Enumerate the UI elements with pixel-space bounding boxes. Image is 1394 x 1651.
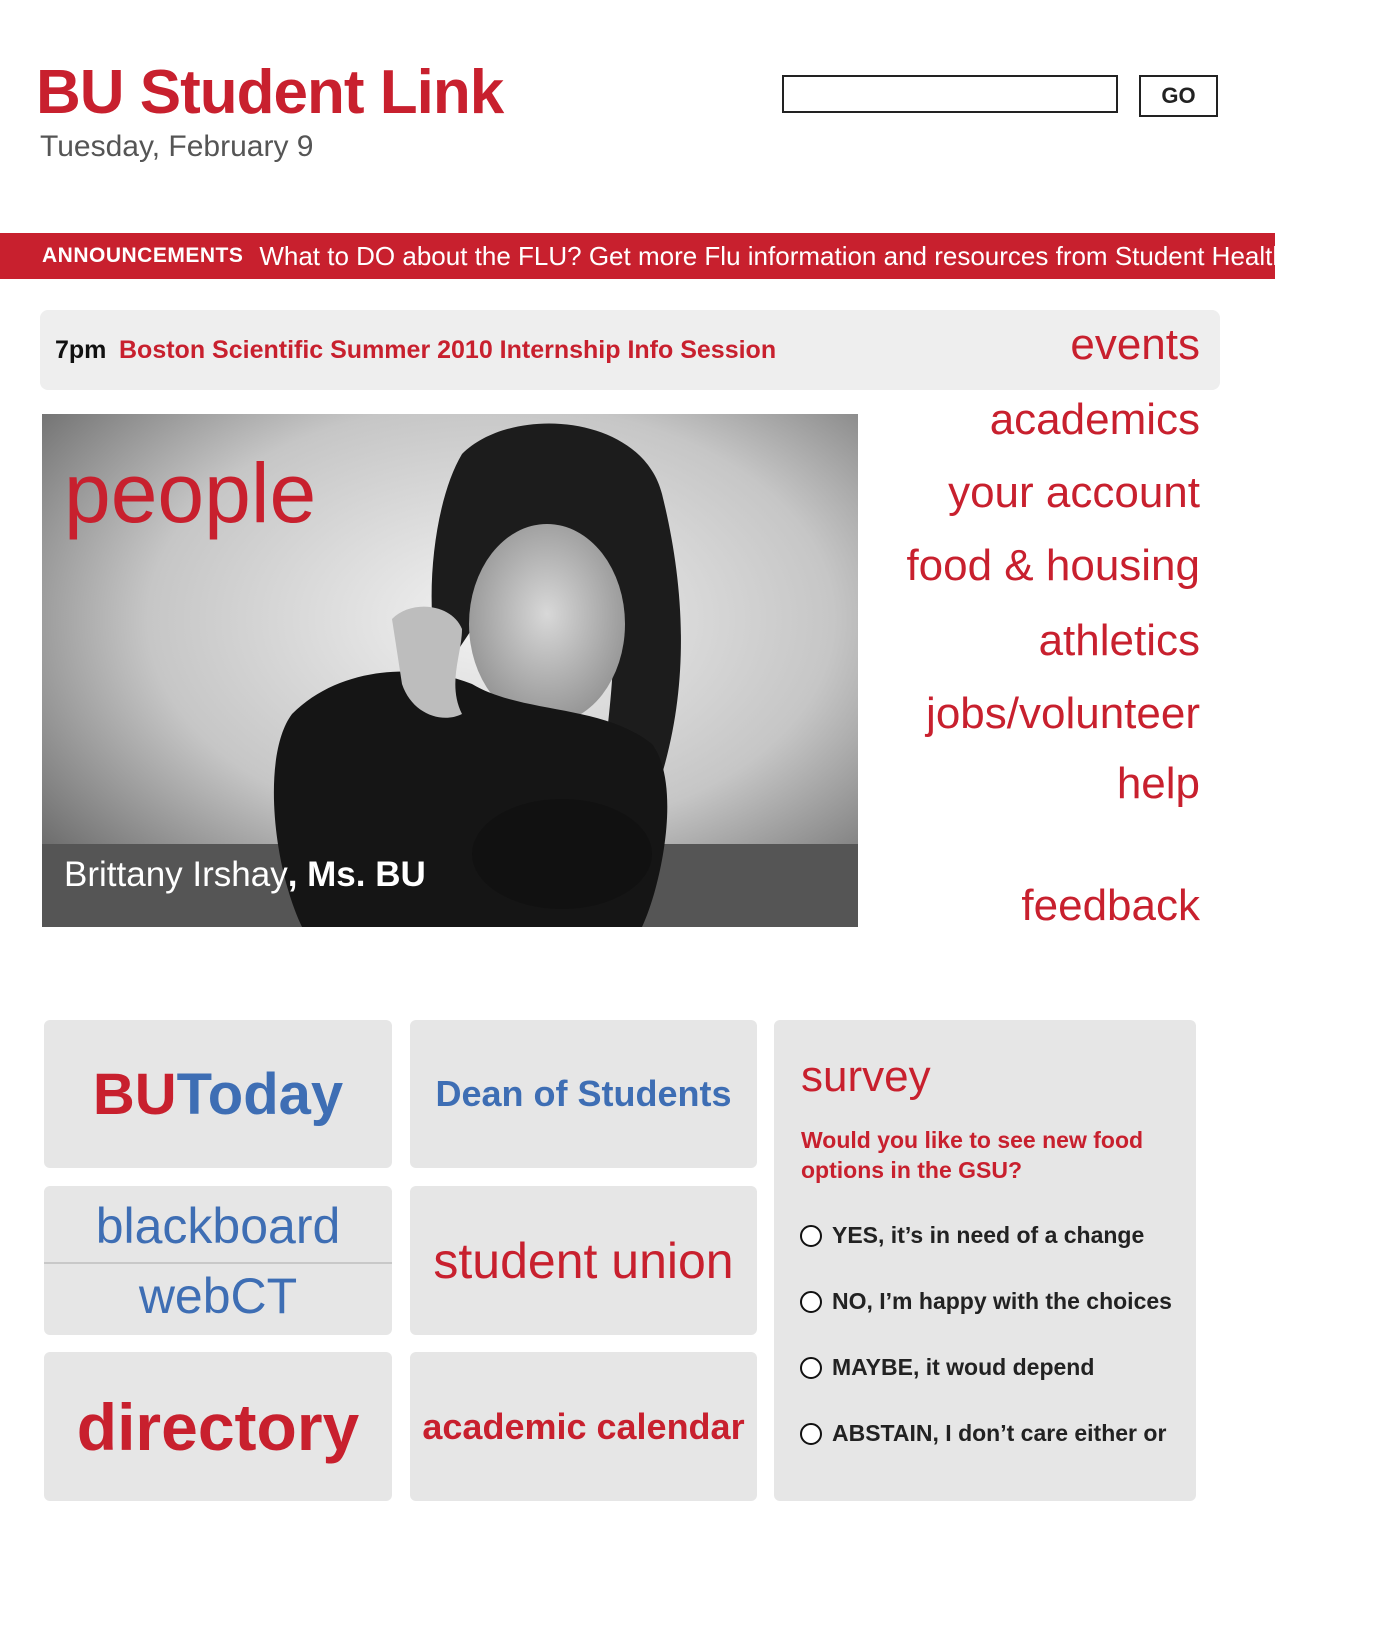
survey-option-no[interactable] (800, 1288, 1172, 1315)
event-time: 7pm (55, 336, 107, 364)
caption-name: Brittany Irshay (64, 855, 288, 894)
announcement-link[interactable]: What to DO about the FLU? Get more Flu information and resources from Student Health Services (259, 240, 1394, 271)
survey-option-label: MAYBE, it woud depend (832, 1354, 1095, 1380)
student-union-label: student union (433, 1232, 734, 1289)
academic-calendar-label: academic calendar (422, 1405, 745, 1447)
nav-events[interactable]: events (1070, 320, 1200, 369)
dean-of-students-tile[interactable] (410, 1020, 757, 1168)
butoday-logo (93, 1061, 343, 1128)
announcement-label: ANNOUNCEMENTS (42, 244, 244, 267)
survey-option-abstain[interactable] (800, 1420, 1166, 1447)
blackboard-link[interactable]: blackboard (95, 1197, 341, 1254)
survey-heading: survey (801, 1052, 931, 1101)
nav-feedback[interactable]: feedback (1021, 881, 1200, 930)
survey-option-yes[interactable] (800, 1222, 1144, 1249)
nav-food-housing[interactable]: food & housing (906, 541, 1200, 590)
announcement-bar (0, 233, 1394, 279)
radio-button[interactable] (800, 1357, 822, 1379)
directory-tile[interactable] (44, 1352, 392, 1501)
search-input[interactable] (782, 75, 1118, 113)
butoday-bu: BU (92, 1061, 177, 1127)
radio-button[interactable] (800, 1225, 822, 1247)
event-link[interactable]: Boston Scientific Summer 2010 Internship Info Session (119, 336, 777, 364)
butoday-today: Today (176, 1061, 344, 1127)
nav-your-account[interactable]: your account (948, 468, 1200, 517)
radio-button[interactable] (800, 1423, 822, 1445)
survey-option-label: YES, it’s in need of a change (832, 1222, 1145, 1248)
site-title[interactable]: BU Student Link (36, 58, 504, 127)
caption-title: , Ms. BU (287, 855, 426, 894)
search-go-button[interactable]: GO (1139, 75, 1218, 117)
nav-help[interactable]: help (1116, 759, 1200, 808)
tile-divider (44, 1262, 392, 1264)
nav-athletics[interactable]: athletics (1038, 616, 1200, 665)
directory-label: directory (76, 1389, 360, 1464)
butoday-tile[interactable] (44, 1020, 392, 1168)
nav-academics[interactable]: academics (989, 395, 1200, 444)
academic-calendar-tile[interactable] (410, 1352, 757, 1501)
radio-button[interactable] (800, 1291, 822, 1313)
nav-jobs-volunteer[interactable]: jobs/volunteer (926, 689, 1200, 738)
student-union-tile[interactable] (410, 1186, 757, 1335)
survey-option-label: ABSTAIN, I don’t care either or (832, 1420, 1167, 1446)
survey-option-maybe[interactable] (800, 1354, 1094, 1381)
feature-title[interactable]: people (64, 446, 317, 540)
feature-caption (64, 855, 426, 895)
webct-link[interactable]: webCT (138, 1267, 298, 1324)
dean-of-students-label: Dean of Students (435, 1073, 732, 1114)
survey-option-label: NO, I’m happy with the choices (832, 1288, 1172, 1314)
blackboard-webct-tile[interactable] (44, 1186, 392, 1335)
survey-question: Would you like to see new food options in the GSU? (801, 1127, 1144, 1183)
current-date: Tuesday, February 9 (40, 130, 314, 163)
